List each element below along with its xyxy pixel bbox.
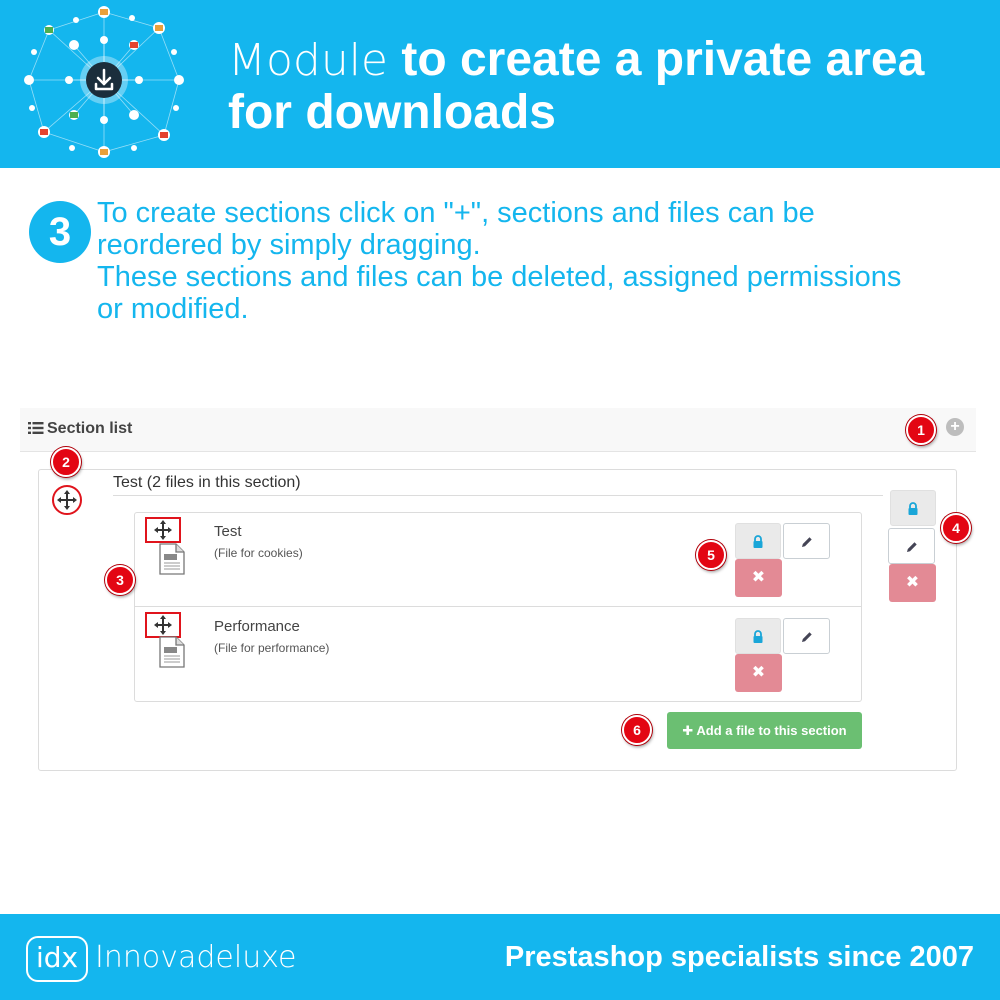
section-delete-button[interactable]: ✖: [889, 564, 936, 602]
panel-title-label: Section list: [47, 420, 133, 437]
file-edit-button[interactable]: [783, 618, 830, 654]
brand-logo-mark: idx: [26, 936, 88, 982]
lock-icon: [907, 502, 919, 516]
lock-icon: [752, 630, 764, 644]
section-edit-button[interactable]: [888, 528, 935, 564]
brand-name: Innovadeluxe: [95, 940, 297, 975]
file-description: (File for cookies): [214, 546, 303, 560]
move-icon: [54, 487, 80, 513]
title-bold-line2: for downloads: [228, 86, 556, 139]
section-title: Test (2 files in this section): [113, 474, 301, 491]
step-line-2: reordered by simply dragging.: [97, 229, 481, 261]
add-section-button[interactable]: +: [946, 418, 964, 436]
file-delete-button[interactable]: ✖: [735, 559, 782, 597]
callout-badge-5: 5: [696, 540, 726, 570]
step-line-3: These sections and files can be deleted, assigned permissions: [97, 261, 902, 293]
file-document-icon: [159, 636, 185, 668]
add-file-label: Add a file to this section: [696, 723, 847, 738]
panel-heading: [20, 408, 976, 452]
pencil-icon: [800, 535, 814, 549]
panel-title: [28, 420, 132, 438]
plus-icon: ✚: [682, 723, 694, 738]
callout-badge-1: 1: [906, 415, 936, 445]
step-line-1: To create sections click on "+", sections and files can be: [97, 197, 815, 229]
step-number-badge: 3: [29, 201, 91, 263]
lock-icon: [752, 535, 764, 549]
callout-badge-4: 4: [941, 513, 971, 543]
section-divider: [113, 495, 883, 496]
file-drag-handle[interactable]: [145, 517, 181, 543]
move-icon: [147, 614, 179, 636]
file-permissions-button[interactable]: [735, 618, 781, 654]
module-title: [228, 34, 988, 139]
file-name: Performance: [214, 618, 300, 635]
section-drag-handle[interactable]: [52, 485, 82, 515]
callout-badge-6: 6: [622, 715, 652, 745]
pencil-icon: [800, 630, 814, 644]
callout-badge-3: 3: [105, 565, 135, 595]
file-name: Test: [214, 523, 242, 540]
move-icon: [147, 519, 179, 541]
file-drag-handle[interactable]: [145, 612, 181, 638]
brand-tagline: Prestashop specialists since 2007: [504, 941, 974, 973]
pencil-icon: [905, 540, 919, 554]
step-description: [97, 197, 987, 325]
add-file-button[interactable]: [667, 712, 862, 749]
file-permissions-button[interactable]: [735, 523, 781, 559]
download-network-icon: [14, 0, 194, 168]
file-document-icon: [159, 543, 185, 575]
section-permissions-button[interactable]: [890, 490, 936, 526]
title-bold-line1: to create a private area: [401, 33, 925, 86]
file-edit-button[interactable]: [783, 523, 830, 559]
title-light: Module: [228, 35, 388, 86]
file-description: (File for performance): [214, 641, 330, 655]
list-icon: [28, 422, 44, 434]
file-delete-button[interactable]: ✖: [735, 654, 782, 692]
callout-badge-2: 2: [51, 447, 81, 477]
step-line-4: or modified.: [97, 293, 249, 325]
file-row-divider: [135, 606, 861, 607]
